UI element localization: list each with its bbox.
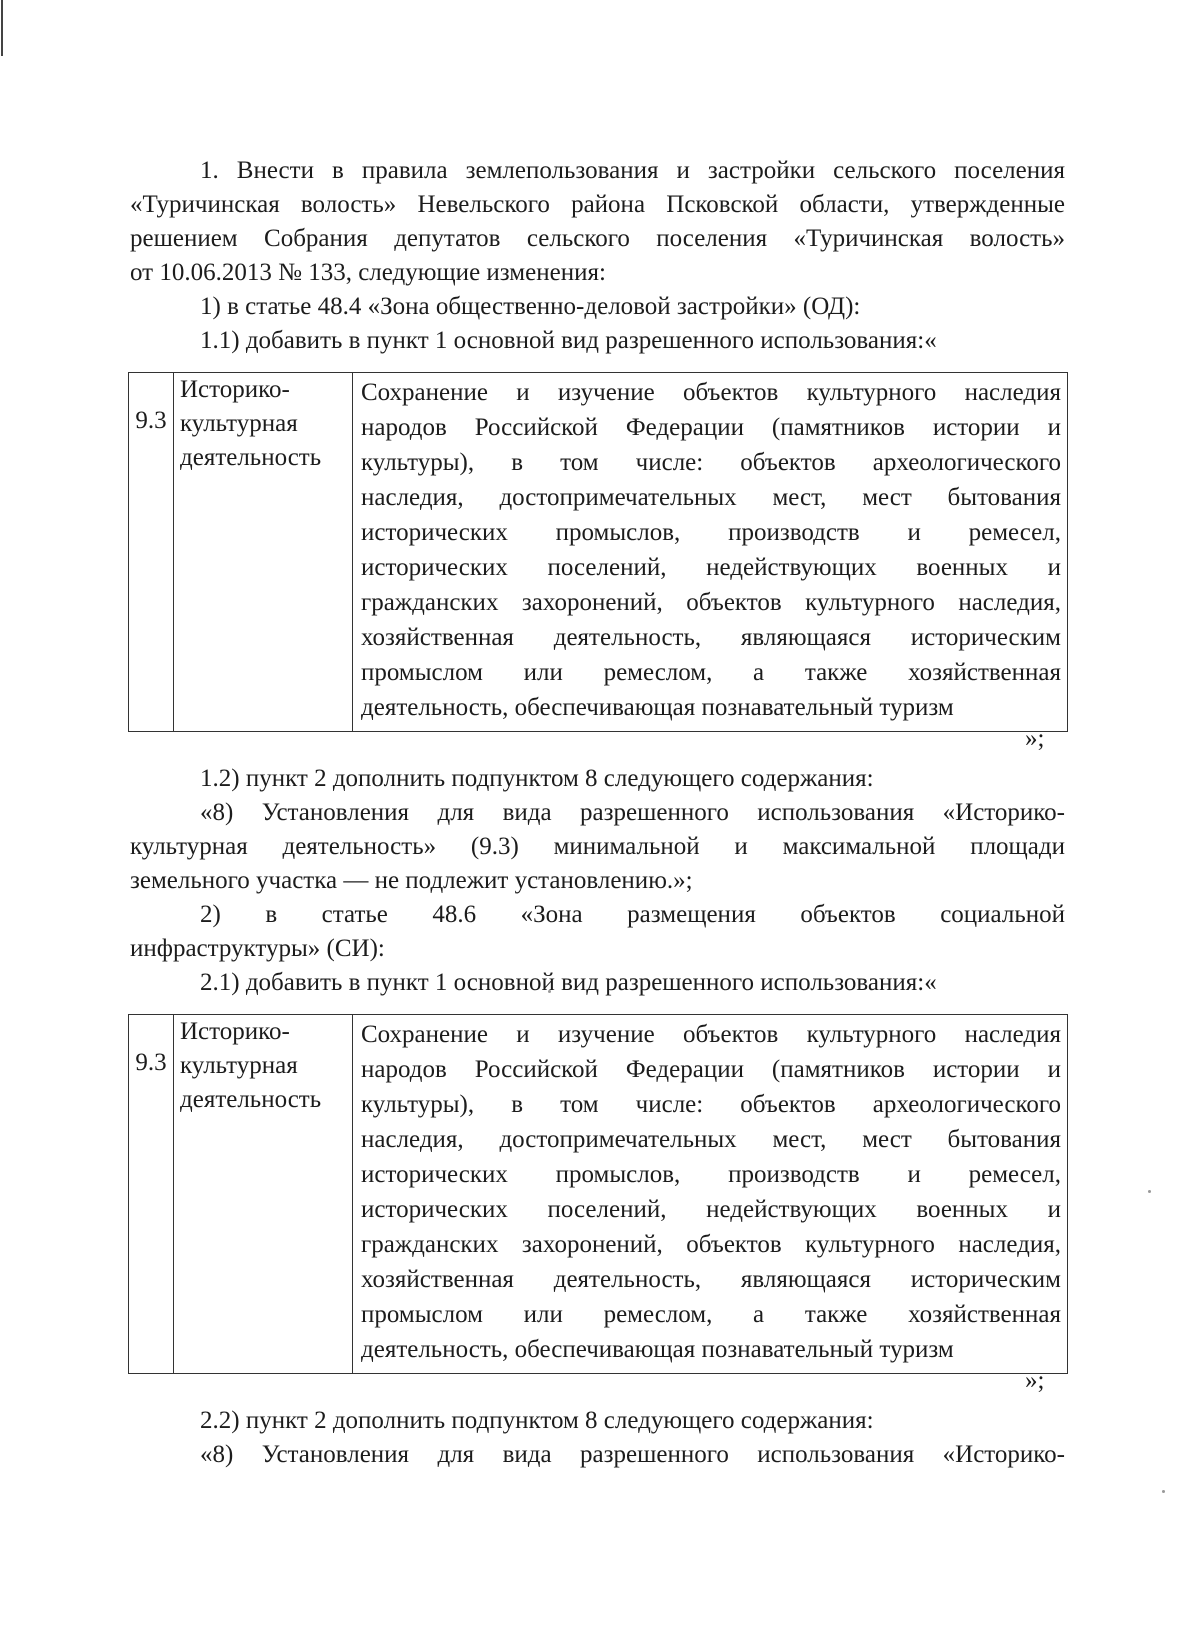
para1-line-1: 1. Внести в правила землепользования и застройки сельского поселения bbox=[200, 157, 1065, 184]
description-line: исторических промыслов, производств и ремесел, bbox=[361, 1161, 1061, 1188]
scan-speck bbox=[1148, 1190, 1151, 1193]
description-line: гражданских захоронений, объектов культурного наследия, bbox=[361, 589, 1061, 616]
description-line: Сохранение и изучение объектов культурного наследия bbox=[361, 1021, 1061, 1048]
item-2-2-line-1: «8) Установления для вида разрешенного использования «Историко- bbox=[200, 1441, 1065, 1468]
description-line: культуры), в том числе: объектов археологического bbox=[361, 449, 1061, 476]
description-line: исторических поселений, недействующих военных и bbox=[361, 1196, 1061, 1223]
table-name-cell bbox=[174, 1015, 353, 1374]
closing-quote-2: »; bbox=[1025, 1367, 1045, 1394]
name-line: Историко- bbox=[180, 376, 290, 403]
description-line: народов Российской Федерации (памятников истории и bbox=[361, 414, 1061, 441]
description-line: хозяйственная деятельность, являющаяся историческим bbox=[361, 624, 1061, 651]
table-description-cell bbox=[353, 1015, 1068, 1374]
table-row bbox=[129, 1015, 1068, 1374]
name-line: культурная bbox=[180, 410, 298, 437]
table-name-cell bbox=[174, 373, 353, 732]
scan-margin-mark bbox=[1, 0, 3, 56]
item-1-1: 1.1) добавить в пункт 1 основной вид разрешенного использования:« bbox=[200, 327, 937, 354]
description-line: хозяйственная деятельность, являющаяся историческим bbox=[361, 1266, 1061, 1293]
name-line: деятельность bbox=[180, 1086, 322, 1113]
description-line: деятельность, обеспечивающая познавательный туризм bbox=[361, 694, 954, 721]
description-line: деятельность, обеспечивающая познавательный туризм bbox=[361, 1336, 954, 1363]
item-1-2-line-3: земельного участка — не подлежит установлению.»; bbox=[130, 867, 693, 894]
table-code-cell: 9.3 bbox=[129, 1015, 174, 1374]
item-1: 1) в статье 48.4 «Зона общественно-деловой застройки» (ОД): bbox=[200, 293, 861, 320]
table-description-cell bbox=[353, 373, 1068, 732]
item-1-2-line-2: культурная деятельность» (9.3) минимальной и максимальной площади bbox=[130, 833, 1065, 860]
description-line: наследия, достопримечательных мест, мест бытования bbox=[361, 484, 1061, 511]
table-row bbox=[129, 373, 1068, 732]
scan-speck bbox=[1162, 1490, 1165, 1493]
item-2-2: 2.2) пункт 2 дополнить подпунктом 8 следующего содержания: bbox=[200, 1407, 874, 1434]
land-use-table-1 bbox=[128, 372, 1068, 732]
description-line: народов Российской Федерации (памятников истории и bbox=[361, 1056, 1061, 1083]
description-line: исторических промыслов, производств и ремесел, bbox=[361, 519, 1061, 546]
name-line: деятельность bbox=[180, 444, 322, 471]
item-1-2-line-1: «8) Установления для вида разрешенного использования «Историко- bbox=[200, 799, 1065, 826]
item-1-2: 1.2) пункт 2 дополнить подпунктом 8 следующего содержания: bbox=[200, 765, 874, 792]
item-2-line-2: инфраструктуры» (СИ): bbox=[130, 935, 385, 962]
item-2-1: 2.1) добавить в пункт 1 основной вид разрешенного использования:« bbox=[200, 969, 937, 996]
description-line: промыслом или ремеслом, а также хозяйственная bbox=[361, 1301, 1061, 1328]
land-use-table-2 bbox=[128, 1014, 1068, 1374]
para1-line-4: от 10.06.2013 № 133, следующие изменения: bbox=[130, 259, 606, 286]
closing-quote-1: »; bbox=[1025, 725, 1045, 752]
name-line: культурная bbox=[180, 1052, 298, 1079]
description-line: промыслом или ремеслом, а также хозяйственная bbox=[361, 659, 1061, 686]
description-line: Сохранение и изучение объектов культурного наследия bbox=[361, 379, 1061, 406]
description-line: культуры), в том числе: объектов археологического bbox=[361, 1091, 1061, 1118]
description-line: гражданских захоронений, объектов культурного наследия, bbox=[361, 1231, 1061, 1258]
description-line: наследия, достопримечательных мест, мест бытования bbox=[361, 1126, 1061, 1153]
para1-line-2: «Туричинская волость» Невельского района Псковской области, утвержденные bbox=[130, 191, 1065, 218]
para1-line-3: решением Собрания депутатов сельского поселения «Туричинская волость» bbox=[130, 225, 1065, 252]
name-line: Историко- bbox=[180, 1018, 290, 1045]
table-code-cell: 9.3 bbox=[129, 373, 174, 732]
item-2-line-1: 2) в статье 48.6 «Зона размещения объектов социальной bbox=[200, 901, 1065, 928]
description-line: исторических поселений, недействующих военных и bbox=[361, 554, 1061, 581]
